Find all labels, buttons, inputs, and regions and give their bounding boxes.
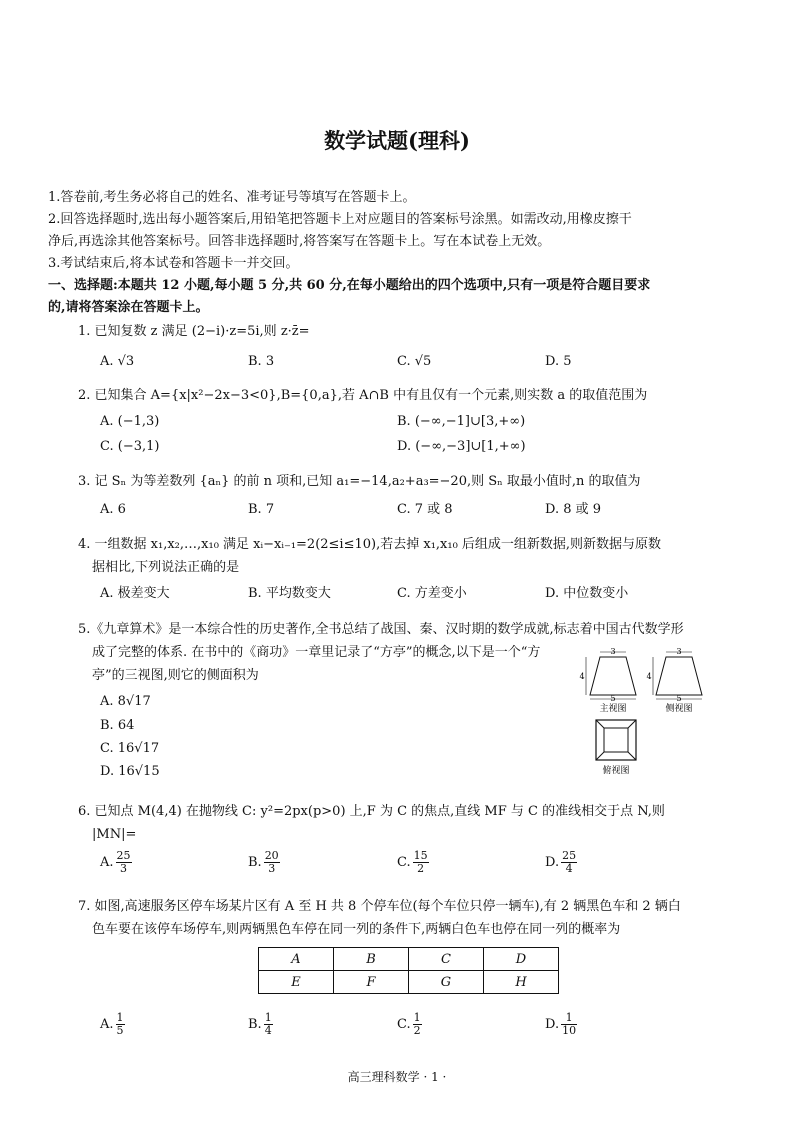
q3-option-a: A. 6	[100, 502, 126, 517]
q5-option-a: A. 8√17	[100, 694, 151, 709]
q5-option-b: B. 64	[100, 718, 135, 733]
parking-table	[258, 947, 559, 994]
parking-spot-h: H	[484, 971, 559, 994]
instruction-2-cont: 净后,再选涂其他答案标号。回答非选择题时,将答案写在答题卡上。写在本试卷上无效。	[48, 234, 551, 249]
q7-option-a: A. $\frac{1}{5}$	[100, 1011, 124, 1037]
q2-option-a: A. (−1,3)	[100, 414, 160, 429]
q6-option-a: A. $\frac{25}{3}$	[100, 849, 131, 875]
side-view-label: 侧视图	[665, 704, 693, 714]
side-height-dim: 4	[646, 672, 652, 681]
q2-option-b: B. (−∞,−1]∪[3,+∞)	[397, 414, 526, 429]
front-view-label: 主视图	[599, 704, 627, 714]
q6-option-d: D. $\frac{25}{4}$	[545, 849, 577, 875]
side-top-dim: 3	[676, 647, 682, 656]
q4-option-a: A. 极差变大	[100, 586, 170, 601]
instruction-2: 2.回答选择题时,选出每小题答案后,用铅笔把答题卡上对应题目的答案标号涂黑。如需改动,用橡皮擦干	[48, 212, 632, 227]
q1-option-c: C. √5	[397, 354, 432, 369]
q5-option-d: D. 16√15	[100, 764, 160, 779]
q2-stem: 2. 已知集合 A={x|x²−2x−3<0},B={0,a},若 A∩B 中有且仅有一个元素,则实数 a 的取值范围为	[78, 388, 648, 403]
q6-stem: 6. 已知点 M(4,4) 在抛物线 C: y²=2px(p>0) 上,F 为 C 的焦点,直线 MF 与 C 的准线相交于点 N,则	[78, 804, 665, 819]
q6-stem-cont: |MN|=	[92, 827, 137, 842]
side-bottom-dim: 5	[676, 694, 682, 703]
page-footer: 高三理科数学 · 1 ·	[347, 1070, 447, 1084]
front-top-dim: 3	[610, 647, 616, 656]
q7-stem-cont: 色车要在该停车场停车,则两辆黑色车停在同一列的条件下,两辆白色车也停在同一列的概率为	[92, 922, 621, 937]
q5-stem-cont2: 亭”的三视图,则它的侧面积为	[92, 668, 259, 683]
three-view-figure	[578, 645, 718, 780]
q3-option-b: B. 7	[248, 502, 275, 517]
plan-view-square	[596, 720, 636, 760]
q6-option-c: C. $\frac{15}{2}$	[397, 849, 428, 875]
page-title: 数学试题(理科)	[324, 128, 470, 153]
front-view-trapezoid	[586, 652, 636, 699]
parking-spot-g: G	[409, 971, 484, 994]
side-view-trapezoid	[653, 652, 702, 699]
front-bottom-dim: 5	[610, 694, 616, 703]
q3-option-c: C. 7 或 8	[397, 502, 453, 517]
q4-option-d: D. 中位数变小	[545, 586, 629, 601]
q2-option-d: D. (−∞,−3]∪[1,+∞)	[397, 439, 526, 454]
q4-stem-cont: 据相比,下列说法正确的是	[92, 560, 240, 575]
q1-option-b: B. 3	[248, 354, 275, 369]
parking-spot-a: A	[259, 948, 334, 971]
q3-option-d: D. 8 或 9	[545, 502, 602, 517]
q4-option-c: C. 方差变小	[397, 586, 467, 601]
section-heading: 一、选择题:本题共 12 小题,每小题 5 分,共 60 分,在每小题给出的四个选项中,只有一项是符合题目要求	[48, 278, 651, 293]
q4-option-b: B. 平均数变大	[248, 586, 331, 601]
q7-option-b: B. $\frac{1}{4}$	[248, 1011, 272, 1037]
instruction-1: 1.答卷前,考生务必将自己的姓名、准考证号等填写在答题卡上。	[48, 190, 416, 205]
q2-option-c: C. (−3,1)	[100, 439, 160, 454]
table-row	[259, 948, 559, 971]
q7-option-c: C. $\frac{1}{2}$	[397, 1011, 421, 1037]
q1-option-a: A. √3	[100, 354, 135, 369]
front-height-dim: 4	[579, 672, 585, 681]
parking-spot-e: E	[259, 971, 334, 994]
plan-view-label: 俯视图	[602, 766, 630, 776]
section-heading-cont: 的,请将答案涂在答题卡上。	[48, 300, 209, 315]
instruction-3: 3.考试结束后,将本试卷和答题卡一并交回。	[48, 256, 299, 271]
q6-option-b: B. $\frac{20}{3}$	[248, 849, 279, 875]
table-row	[259, 971, 559, 994]
q1-stem: 1. 已知复数 z 满足 (2−i)·z=5i,则 z·z̄=	[78, 324, 310, 339]
q5-stem-cont: 成了完整的体系. 在书中的《商功》一章里记录了“方亭”的概念,以下是一个“方	[92, 645, 541, 660]
parking-spot-f: F	[334, 971, 409, 994]
parking-spot-d: D	[484, 948, 559, 971]
q1-option-d: D. 5	[545, 354, 572, 369]
q5-option-c: C. 16√17	[100, 741, 160, 756]
parking-spot-c: C	[409, 948, 484, 971]
q7-option-d: D. $\frac{1}{10}$	[545, 1011, 577, 1037]
q3-stem: 3. 记 Sₙ 为等差数列 {aₙ} 的前 n 项和,已知 a₁=−14,a₂+a₃=−20,则 Sₙ 取最小值时,n 的取值为	[78, 474, 641, 489]
q4-stem: 4. 一组数据 x₁,x₂,…,x₁₀ 满足 xᵢ−xᵢ₋₁=2(2≤i≤10),若去掉 x₁,x₁₀ 后组成一组新数据,则新数据与原数	[78, 537, 662, 552]
parking-spot-b: B	[334, 948, 409, 971]
q7-stem: 7. 如图,高速服务区停车场某片区有 A 至 H 共 8 个停车位(每个车位只停一辆车),有 2 辆黑色车和 2 辆白	[78, 899, 681, 914]
q5-stem: 5.《九章算术》是一本综合性的历史著作,全书总结了战国、秦、汉时期的数学成就,标志着中国古代数学形	[78, 622, 684, 637]
